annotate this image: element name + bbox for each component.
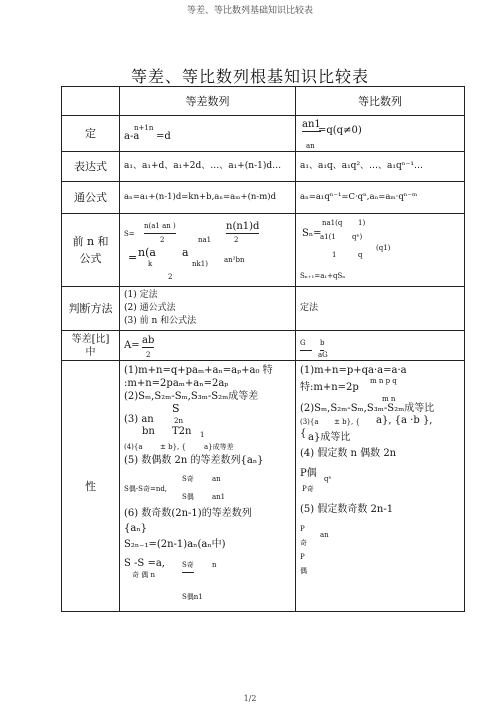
geo-sum [296, 214, 464, 286]
page-number: 1/2 [243, 694, 257, 703]
row-mean [61, 331, 465, 361]
page-header: 等差、等比数列基础知识比较表 [186, 6, 313, 16]
mean-g2: b [320, 337, 324, 351]
sum-a13: 2 [168, 273, 173, 281]
row-general-formula [61, 182, 465, 214]
geo-sum-g3: Sₙ= [302, 228, 322, 239]
geo-column-header: 等比数列 [358, 94, 402, 108]
arith-sum [120, 214, 296, 286]
prop-a26: S偶n1 [182, 593, 203, 601]
prop-g16: P [300, 525, 305, 533]
judge-method-1: (1) 定法 [124, 290, 158, 300]
prop-g18: 奇 [300, 539, 307, 547]
prop-a4: S [172, 402, 180, 415]
sum-a1: S= [124, 230, 135, 238]
prop-a10: (4){a [124, 443, 143, 451]
prop-g4: m n [382, 395, 396, 403]
row-expression [61, 152, 465, 182]
prop-a25: 奇 偶 n [132, 571, 155, 579]
prop-g14: P奇 [302, 485, 314, 493]
arith-judge [120, 287, 296, 330]
sum-a11: nk1) [192, 260, 208, 268]
sum-a6: 2 [234, 236, 239, 244]
geo-def-top: an1 [302, 119, 321, 130]
mean-a1: A= [124, 340, 140, 351]
geo-sum-g8: (q1) [376, 244, 391, 252]
table-header-row [61, 86, 465, 116]
prop-a21: S₂ₙ₋₁=(2n-1)aₙ(aₙ中) [124, 539, 226, 550]
prop-a3: (2)Sₘ,S₂ₘ-Sₘ,S₃ₘ-S₂ₘ成等差 [124, 391, 259, 402]
prop-a14: S奇 [182, 475, 194, 483]
geo-def-eq: =q(q≠0) [318, 125, 362, 136]
row-sum-formula [61, 214, 465, 287]
arith-mean [120, 331, 296, 360]
geo-sum-g9: Sₙ₊₁=a₁+qSₙ [300, 272, 346, 280]
geo-formula: aₙ=a₁qⁿ⁻¹=C·qⁿ,aₙ=aₘ·qⁿ⁻ᵐ [300, 192, 418, 202]
arith-column-header: 等差数列 [120, 87, 296, 115]
geo-sum-g1: na1(q [322, 219, 343, 227]
prop-g2: m n p q [370, 377, 397, 385]
row-judge-method [61, 287, 465, 331]
mean-g3: aG [318, 351, 328, 359]
prop-g15: (5) 假定数奇数 2n-1 [300, 504, 394, 515]
prop-a18: an1 [212, 493, 226, 501]
prop-a1: (1)m+n=q+paₘ+aₙ=aₚ+a₀ 特 [124, 365, 273, 376]
arith-expression: a₁、a₁+d、a₁+2d、…、a₁+(n-1)d… [120, 152, 296, 181]
prop-a15: an [212, 475, 221, 483]
geo-sum-g5: qⁿ) [352, 233, 363, 241]
row-properties [61, 361, 465, 612]
geo-sum-g2: 1) [358, 219, 366, 227]
row-label-formula: 通公式 [62, 182, 120, 213]
geo-judge: 定法 [300, 303, 319, 313]
row-label-judge: 判断方法 [62, 287, 120, 330]
row-label-mean: 等差[比]中 [62, 331, 120, 360]
row-label-sum: 前 n 和公式 [62, 214, 120, 286]
sum-a3: n(n1)d [226, 221, 260, 232]
prop-a12: a}成等差 [204, 443, 234, 451]
row-label-expression: 表达式 [62, 152, 120, 181]
prop-g10: a}成等比 [308, 432, 351, 443]
row-definition [61, 116, 465, 152]
prop-a2: :m+n=2paₘ+aₙ=2aₚ [124, 378, 229, 389]
prop-a19: (6) 数奇数(2n-1)的等差数列 [124, 508, 252, 519]
def-sup: n+1n [134, 124, 154, 132]
geo-expression: a₁、a₁q、a₁q²、…、a₁qⁿ⁻¹… [300, 161, 424, 171]
prop-g7: ± b}, { [334, 418, 360, 426]
row-label-definition: 定 [62, 116, 120, 151]
prop-g8: a}, {a ·b }, [376, 415, 433, 426]
prop-a7: bn [142, 426, 155, 437]
mean-a3: 2 [146, 351, 151, 359]
geo-sum-g4: a1(1 [320, 233, 336, 241]
prop-g12: P偶 [300, 468, 317, 479]
prop-a23: S奇 [182, 559, 194, 573]
prop-g13: qⁿ [324, 475, 332, 483]
arith-properties [120, 361, 296, 611]
mean-a2: ab [142, 335, 155, 346]
row-label-properties: 性 [62, 361, 120, 611]
prop-a8: T2n [172, 426, 192, 437]
prop-a9: 1 [200, 431, 205, 439]
sum-a10: k [148, 260, 153, 268]
arith-definition [120, 116, 296, 151]
sum-a2: n(a1 an ) [144, 220, 176, 234]
prop-a22: S -S =a, [124, 558, 165, 569]
geo-properties [296, 361, 464, 611]
geo-mean [296, 331, 464, 360]
prop-g20: 偶 [300, 567, 307, 575]
sum-a9: a [182, 246, 189, 259]
geo-def-bot: an [306, 142, 315, 150]
prop-g11: (4) 假定数 n 偶数 2n [300, 448, 397, 459]
sum-a7: = [128, 251, 138, 264]
sum-a4: 2 [160, 236, 165, 244]
geo-sum-g6: 1 [332, 251, 337, 259]
sum-a12: an²bn [224, 256, 245, 264]
prop-g19: P [300, 553, 305, 561]
prop-a20: {aₙ} [124, 523, 148, 534]
prop-g17: an [320, 531, 329, 539]
prop-a16: S偶-S奇=nd, [124, 485, 168, 493]
prop-g9: { [300, 428, 307, 439]
prop-a13: (5) 数偶数 2n 的等差数列{aₙ} [124, 455, 264, 466]
prop-a24: n [212, 561, 217, 569]
prop-g3: 特:m+n=2p [300, 382, 359, 393]
sum-a5: na1 [198, 236, 212, 244]
prop-a17: S偶 [182, 493, 194, 501]
prop-g6: (3){a [300, 418, 319, 426]
judge-method-3: (3) 前 n 和公式法 [124, 316, 197, 326]
prop-a5: (3) an [124, 414, 154, 425]
geo-definition [296, 116, 464, 151]
geo-sum-g7: q [358, 251, 363, 259]
prop-g1: (1)m+n=p+qa·a=a·a [300, 365, 407, 376]
def-eq: =d [156, 131, 171, 142]
prop-g5: (2)Sₘ,S₂ₘ-Sₘ,S₃ₘ-S₂ₘ成等比 [300, 403, 435, 414]
page-title: 等差、等比数列根基知识比较表 [130, 67, 369, 86]
mean-g1: G [300, 337, 312, 351]
comparison-table [61, 86, 465, 612]
judge-method-2: (2) 通公式法 [124, 303, 176, 313]
corner-cell [62, 87, 120, 115]
def-main: a-a [124, 131, 140, 142]
prop-a11: ± b}, { [160, 443, 186, 451]
prop-a6: 2n [174, 417, 183, 425]
arith-formula: aₙ=a₁+(n-1)d=kn+b,aₙ=aₘ+(n-m)d [120, 182, 296, 213]
sum-a8: n(a [138, 246, 156, 259]
